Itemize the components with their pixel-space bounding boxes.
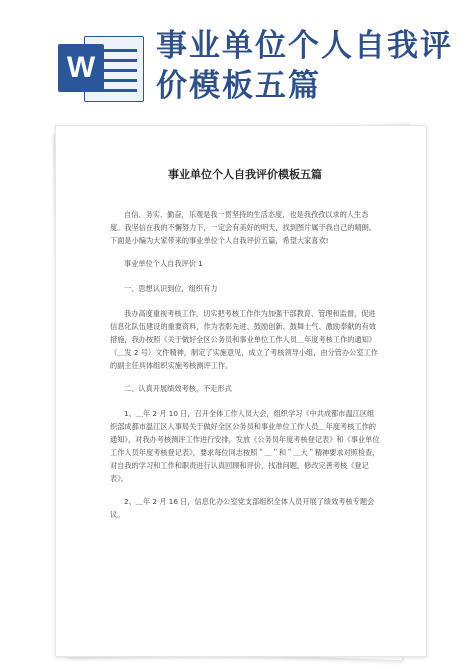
body-paragraph: 我办高度重视考核工作，切实把考核工作作为加强干部教育、管理和监督，促进信息化队伍建设的重要资料，作为表彰先进、鼓励创新、鼓舞士气、激励奉献的有效措施，我办按照《关于做好全区公务员和事业单位工作人员＿年度考核工作的通知》（＿发 2 号）文件精神，制定了实施意见，成立了考核领导小组，由分管办公室工作的副主任具体组织实施考核测评工作。 (110, 309, 378, 370)
document-title: 事业单位个人自我评价模板五篇 (168, 168, 322, 181)
banner (0, 0, 474, 110)
section-heading: 二、认真开展绩效考核，不走形式 (124, 384, 232, 393)
body-paragraph: 2、＿年 2 月 16 日，信息化办公室党支部组织全体人员开展了绩效考核专题会议。 (110, 497, 375, 519)
body-paragraph: 1、＿年 2 月 10 日，召开全体工作人员大会，组织学习《中共成都市温江区组织部成都市温江区人事局关于做好全区公务员和事业单位工作人员＿年度考核工作的通知》，对我办考核测评工作进行安排，发放《公务员年度考核登记表》和《事业单位工作人员年度考核登记表》，要求每位同志按照＂＿＂和＂＿大＂精神要求对照检查，对自我的学习和工作和职责进行认真回顾和评价，找准问题，修改完善考核《登记表》。 (110, 409, 380, 483)
section-heading: 一、思想认识到位，组织有力 (124, 284, 218, 293)
banner-title: 事业单位个人自我评价模板五篇 (156, 28, 453, 104)
document-body (110, 166, 380, 531)
paper-sheet-front (55, 125, 427, 657)
word-doc-icon (58, 36, 142, 100)
document-preview (55, 125, 425, 655)
word-w-badge: W (58, 44, 104, 92)
intro-paragraph: 自信、务实、勤奋，乐观是我一贯坚持的生活态度，也是我孜孜以求的人生态度。我坚信在我的不懈努力下，一定会有美好的明天，找到图片属于我自己的晴朗。下面是小编为大家带来的事业单位个人自我评价五篇，希望大家喜欢! (110, 210, 376, 245)
section-heading: 事业单位个人自我评价 1 (124, 259, 203, 268)
